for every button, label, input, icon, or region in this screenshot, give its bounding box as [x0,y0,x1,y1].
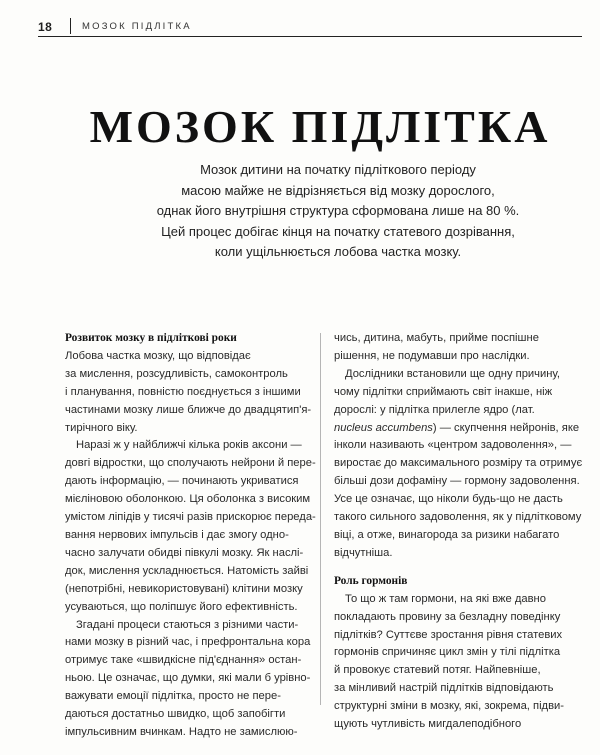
body-line: за мислення, розсудливість, самоконтроль [65,367,288,380]
body-line: частинами мозку лише ближче до двадцятип'я- [65,403,312,416]
header-divider [70,18,71,34]
body-line: щують чутливість мигдалеподібного [334,718,522,731]
body-line: умістом ліпідів у тисячі разів прискорює переда- [65,511,316,524]
body-line: й провокує статевий потяг. Найпевніше, [334,664,541,677]
body-line: гормонів спричиняє цикл змін у тілі підлітка [334,646,561,659]
body-line: покладають провину за безладну поведінку [334,610,561,623]
lead-line: Мозок дитини на початку підліткового періоду [200,162,476,177]
page-title: МОЗОК ПІДЛІТКА [89,101,551,152]
body-line: і планування, повністю поєднується з іншими [65,385,301,398]
body-line: ньою. Це означає, що думки, які мали б урівно- [65,672,311,685]
body-line: такого сильного задоволення, як у підлітковому [334,511,582,524]
body-line: вання нервових імпульсів і дає змогу одно- [65,528,289,541]
body-line: nucleus accumbens) — скупчення нейронів, яке [334,421,580,434]
body-line: дають інформацію, — починають укриватися [65,475,299,488]
body-line: імпульсивним вчинкам. Надто не замислюю- [65,725,298,738]
body-line: довгі відростки, що сполучають нейрони й пере- [65,457,316,470]
section-heading-brain-development: Розвиток мозку в підліткові роки [65,332,237,344]
header-rule [38,36,582,37]
section-heading-hormones: Роль гормонів [334,574,408,587]
column-divider [320,333,321,705]
body-line: дорослі: у підлітка прилегле ядро (лат. [334,403,535,416]
lead-line: однак його внутрішня структура сформована лише на 80 %. [156,203,520,219]
body-line: важувати емоції підлітка, просто не пере- [65,690,281,703]
body-line: відчутніша. [334,546,393,559]
latin-term: nucleus accumbens [334,421,433,434]
body-line: Наразі ж у найближчі кілька років аксони — [76,439,302,452]
running-header [38,20,582,40]
body-line: док, мислення ускладнюється. Натомість зайві [65,564,309,577]
body-line: мієліновою оболонкою. Ця оболонка з високим [65,493,311,506]
body-line: часно залучати обидві півкулі мозку. Як наслі- [65,546,304,559]
body-line: нами мозку в різний час, і префронтальна кора [65,636,311,649]
body-line: Дослідники встановили ще одну причину, [345,367,561,380]
lead-line: масою майже не відрізняється від мозку дорослого, [181,182,495,198]
lead-line: Цей процес добігає кінця на початку статевого дозрівання, [161,223,515,239]
page-number: 18 [38,20,53,34]
body-line: рішення, не подумавши про наслідки. [334,349,530,362]
body-line: Лобова частка мозку, що відповідає [65,349,251,362]
lead-line: коли ущільнюється лобова частка мозку. [214,244,462,260]
body-line: віці, а отже, винагорода за ризики набагато [334,528,560,541]
body-line: більші дози дофаміну — гормону задоволення. [334,475,580,488]
body-line: Усе це означає, що ніколи будь-що не дасть [334,493,563,506]
body-line: То що ж там гормони, на які вже давно [345,592,546,605]
running-title: МОЗОК ПІДЛІТКА [82,21,192,32]
body-line: (непотрібні, невикористовувані) клітини мозку [65,582,303,595]
body-line: структурні зміни в мозку, які, зокрема, підви- [334,700,564,713]
body-line: усуваються, що поліпшує його ефективність. [65,600,298,613]
body-line: виростає до максимального розміру та отримує [334,457,583,470]
body-line: даються достатньо швидко, щоб запобігти [65,708,286,721]
body-line: інколи називають «центром задоволення», — [334,439,572,452]
body-line: Згадані процеси стаються з різними части- [76,618,299,631]
lead-paragraph [100,160,576,263]
body-line: підлітків? Суттєве зростання рівня статевих [334,628,563,641]
body-line: чись, дитина, мабуть, прийме поспішне [334,332,539,344]
left-column [65,330,333,742]
body-line: тирічного віку. [65,421,138,434]
body-line: чому підлітки сприймають світ інакше, ніж [334,385,553,398]
body-line: отримує таке «швидкісне під'єднання» остан- [65,654,302,667]
right-column [334,330,583,734]
body-line: за мінливий настрій підлітків відповідають [334,682,554,695]
